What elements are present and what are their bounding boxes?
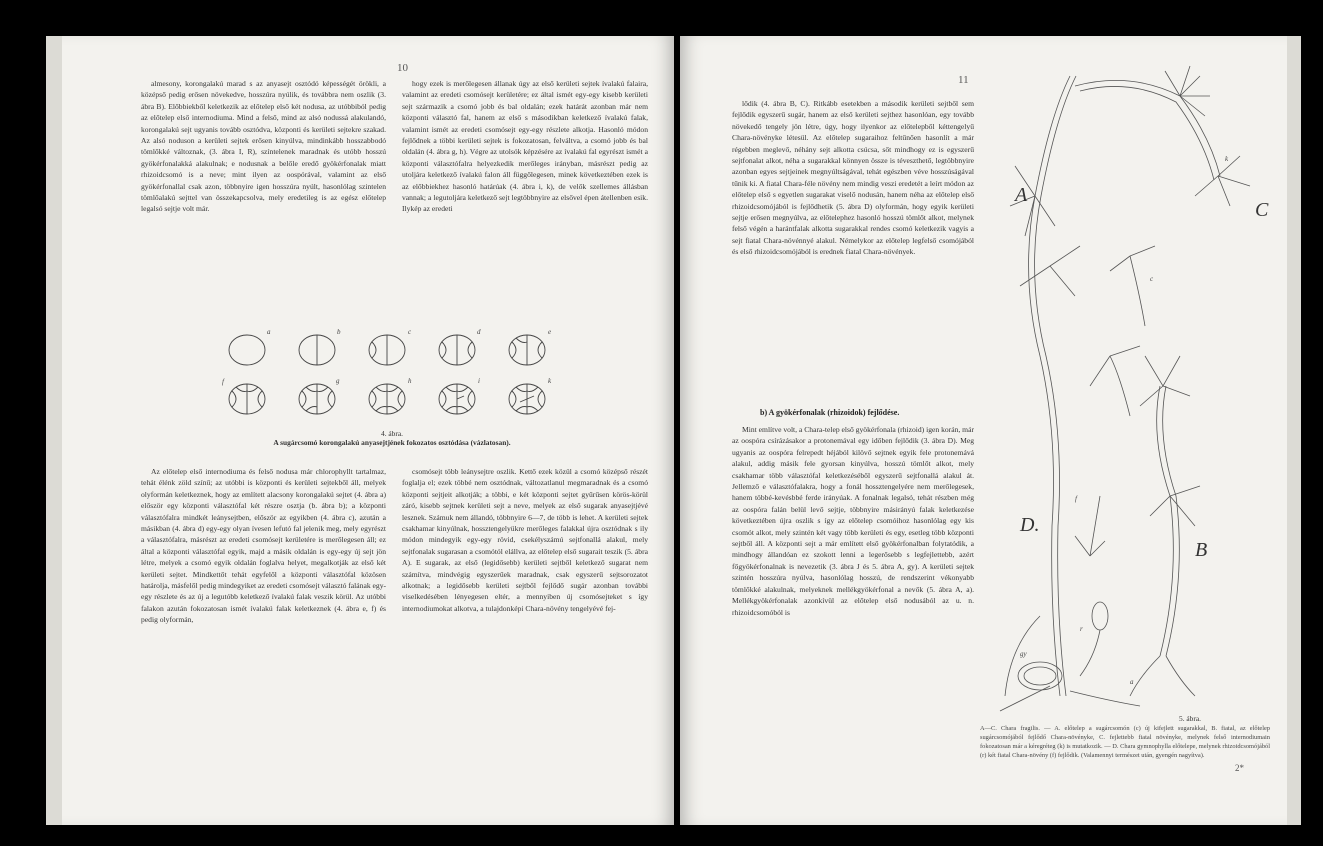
section-heading-rhizoids: b) A gyökérfonalak (rhizoidok) fejlődése.	[760, 408, 900, 417]
fig5-letter-f: f	[1075, 495, 1077, 503]
figure-5-illustration	[980, 56, 1280, 716]
fig4-disc-h	[369, 384, 405, 414]
fig5-label-A: A	[1015, 184, 1028, 206]
right-page	[680, 36, 1287, 825]
fig5-letter-k: k	[1225, 155, 1229, 163]
figure-5-label: 5. ábra.	[1179, 714, 1201, 723]
fig4-disc-i	[439, 384, 475, 414]
left-col2-bottom: csomósejt több leánysejtre oszlik. Kettő ezek közül a csomó középső részét foglalja el; ezek többé nem osztódnak, változatlanul megmaradnak és a csomó központi sejtjeit alkotják; a többi, e két központi sejtet gyűrűsen körös-körül záró, kisebb sejtnek kerületi sejt a neve, melyek az első sugarak anyasejtjévé lesznek. Számuk nem állandó, többnyire 6—7, de több is lehet. A kerületi sejtek csakhamar kinyúlnak, hossztengelyükre merőleges falakkal újra osztódnak s ily módon mindegyik egy-egy rövid, csekélyszámú sejtfonallá alakul, mely sejtfonalak sugarasan a csomótól elállva, az előtelep első sugarait teszik (5. ábra A). E sugarak, az első (legidősebb) kerületi sejtből keletkező sugarat nem számítva, mindvégig egyszerűek maradnak, csak egyszerű sejtsorozatot alkotnak; a legidősebb kerületi sejtből fejlődő sugár azonban további viselkedésében lényegesen eltér, a mennyiben új csomósejteket s így internodiumokat alkotva, a tulajdonképi Chara-növény tengelyévé fej-	[402, 467, 648, 613]
left-col1-bottom: Az előtelep első internodiuma és felső nodusa már chlorophyllt tartalmaz, tehát élénk zöld színű; az utóbbi is központi és kerületi sejtekből áll, melyek olyformán keletkeznek, hogy az említett alacsony korongalakú sejtet (4. ábra a) először egy központi választófal két részre osztja (b. ábra b); a központi választófalra mindkét leánysejtben, először az egyikben (4. ábra c), azután a másikban (4. ábra d) egy-egy olyan ívesen lefutó fal jelenik meg, mely egyrészt a választófalra, másrészt az eredeti csomósejt kerületére is merőlegesen áll; ez által a központi választófal egyik, majd a másik oldalán is egy-egy új sejt jön létre, melyek a csomó egyik oldalán foglalva helyet, megalkotják az első két kerületi sejtet. Mindkettőt tehát egyfelől a központi választófal közösen határolja, másfelől pedig mindegyiket az eredeti csomósejt választó falának egy-egy részlete és az új a legutóbb keletkező ívalakú falak veszik körül. Az utóbbi falakon azután fokozatosan ismét ívalakú falak keletkeznek (4. ábra e, f) és pedig olyformán,	[141, 467, 386, 625]
page-stack-left	[46, 36, 62, 825]
fig4-disc-c	[369, 335, 405, 365]
fig5-letter-c: c	[1150, 275, 1154, 283]
page-number-left: 10	[397, 62, 408, 74]
fig4-letter-a: a	[267, 328, 271, 336]
fig4-disc-f	[229, 384, 265, 414]
left-col2-top: hogy ezek is merőlegesen állanak úgy az első kerületi sejtek ívalakú falaira, valamint az eredeti csomósejt kerületére; ez által ismét egy-egy kisebb kerületi sejt származik a csomó jobb és bal oldalán; ezek határát azonban már nem központi választó fal, hanem az első s másodikban keletkező ívalakú falak, valamint ismét az eredeti csomósejt egy-egy részlete alkotja. Hasonló módon fejlődnek a többi kerületi sejtek is fokozatosan, felváltva, a csomó jobb és bal oldalán (4. ábra g, h). Végre az utolsók képzésére az ívalakú fal egyrészt ismét a központi választófalra helyezkedik merőleges irányban, másrészt pedig az utoljára keletkező ívalakú falon áll függőlegesen, minek következtében ezek is az előbbiekhez hasonló határúak (4. ábra i, k), de velők szellemes állásban vannak; a legutoljára keletkező sejt legtöbbnyire az elsővel épen átellenben esik. Ilykép az eredeti	[402, 79, 648, 214]
left-col1-top: almesony, korongalakú marad s az anyasejt osztódó képességét örökli, a középső pedig erősen növekedve, hosszúra nyúlik, és továbbra nem oszlik (3. ábra B). Előbbiekből keletkezik az előtelep első két nodusa, az utóbbiból pedig az előtelep első internodiuma. Mind a felső, mind az alsó nodussá alakulandó, korongalakú sejt ugyanis tovább osztódva, központi és kerületi sejtekre szakad. Az alsó noduson a kerületi sejtek erősen kinyúlva, mindinkább hosszabbodó tömlőkké változnak, (3. ábra I, R), színtelenek maradnak és utóbb hosszú gyökérfonalakká alakulnak; e nodusnak a belőle eredő gyökérfonalak miatt rhizoidcsomó is a neve; mint ilyen az oospórával, valamint az első gyökérfonallal csak azon, többnyire igen hosszúra nyúlt, hasonlólag szintelen tömlőalakú sejttel van összekapcsolva, mely eredetileg is az egész előtelep legalsó sejtje volt már.	[141, 79, 386, 214]
fig4-disc-b	[299, 335, 335, 365]
right-col1-top: lődik (4. ábra B, C). Ritkább esetekben a második kerületi sejtből sem fejlődik egyszerű sugár, hanem az első kerületi sejthez hasonlóan, egy tovább növekedő tengely jön létre, úgy, hogy ilyenkor az előtelepből kéttengelyű Chara-növényke létesül. Az előtelep sugaraihoz feltűnően hasonlít a már régebben meglevő, néhány sejt alkotta csúcsa, sőt mindhogy ez is egyszerű sejtfonalat alkot, néha a sugarakkal könnyen össze is téveszthető, legtöbbnyire azonban egyes sejtjeinek megnyúltságával, tehát egészben véve hosszúságával tűnik ki. A fiatal Chara-féle növény nem mindig veszi eredetét a leírt módon az előtelep első s egyetlen sugarakat viselő nodusán, hanem néha az előtelep első rhizoidcsomójából is fejlődhetik (5. ábra D) olyformán, hogy egyik kerületi sejtje erősen megnyúlva, az előtelephez hasonló hosszú tömlőt alkot, melynek felső végén a harántfalak alkotta sugarakkal rendes csomó keletkezik vagyis a sejt fiatal Chara-növénnyé alakul. Némelykor az előtelep legfelső csomójából és első rhizoidcsomójából is erednek fiatal Chara-növények.	[732, 99, 974, 257]
figure-4-caption: A sugárcsomó korongalakú anyasejtjének fokozatos osztódása (vázlatosan).	[273, 438, 511, 447]
fig5-oospore	[1018, 662, 1062, 690]
fig5-label-D: D.	[1020, 514, 1040, 536]
fig4-letter-g: g	[336, 377, 340, 385]
fig5-letter-a: a	[1130, 678, 1134, 686]
fig5-letter-gy: gy	[1020, 650, 1027, 658]
fig4-disc-k	[509, 384, 545, 414]
fig4-letter-h: h	[408, 377, 412, 385]
fig5-letter-r: r	[1080, 625, 1083, 633]
fig4-disc-a	[229, 335, 265, 365]
fig4-disc-d	[439, 335, 475, 365]
figure-4-diagram	[212, 326, 572, 426]
fig4-letter-d: d	[477, 328, 481, 336]
fig5-plant-a-filament	[1029, 76, 1070, 696]
signature-mark: 2*	[1235, 763, 1244, 773]
fig4-letter-i: i	[478, 377, 480, 385]
figure-5-caption: A—C. Chara fragilis. — A. előtelep a sugárcsomón (c) új kifejlett sugarakkal, B. fiatal, az előtelep sugárcsomójából fejlődő Chara-növényke, C. fejlettebb fiatal növényke, melynek felső internodiumain fokozatosan már a kéregréteg (k) is mutatkozik. — D. Chara gymnophylla előtelepe, melynek rhizoidcsomójából (r) két fiatal Chara-növény (f) fejlődik. (Valamennyi természet után, gyengén nagyítva).	[980, 725, 1270, 759]
fig4-letter-b: b	[337, 328, 341, 336]
fig5-label-B: B	[1195, 539, 1208, 561]
fig4-disc-g	[299, 384, 335, 414]
fig5-plant-c-axis	[1075, 80, 1220, 176]
fig4-letter-k: k	[548, 377, 552, 385]
left-page	[62, 36, 674, 825]
right-col1-bottom: Mint említve volt, a Chara-telep első gyökérfonala (rhizoid) igen korán, már az oospóra csírázásakor a protonemával egy időben fejlődik (3. ábra D). Meg ugyanis az oospóra felrepedt héjából kilövő sejtnek egyik fele protonemává alakul, addig másik fele gyorsan kinyúlva, hosszú tömlőt alkot, mely csakhamar több választófal keletkezéséből egyszerű sejtfonallá alakul át. Jellemző e választófalakra, hogy a fonál hossztengelyére nem merőlegesek, hanem többé-kevésbbé ferde irányúak. A fonalnak legalsó, tehát részben még az oospóra falán belül levő sejtje, többnyire másirányú falak keletkezése következtében újra oszlik s így az előtelep csomóihoz hasonlólag egy kis csomót alkot, mely szintén két vagy több kerületi és egy, esetleg több központi sejtből áll. A központi sejt a már említett első gyökérfonalban folytatódik, a mindhogy állandóan ez szokott lenni a legerősebb s legfejlettebb, azért főgyökérfonalnak is nevezetik (3. ábra J és 5. ábra A, gy). A kerületi sejtek szintén hosszúra nyúlva, hasonlólag hosszú, de rendszerint vékonyabb tömlőkké alakulnak, melyeknek mellékgyökérfonal a nevők (5. ábra A, a). Mellékgyökérfonalak azonkívül az előtelep első nodusából az u. n. rhizoidcsomóból is	[732, 425, 974, 617]
fig5-label-C: C	[1255, 199, 1269, 221]
fig4-letter-f: f	[222, 378, 224, 386]
page-stack-right	[1287, 36, 1301, 825]
fig4-letter-e: e	[548, 328, 552, 336]
fig4-letter-c: c	[408, 328, 412, 336]
fig4-disc-e	[509, 335, 545, 365]
page-number-right: 11	[958, 74, 969, 86]
figure-4-label: 4. ábra.	[381, 429, 403, 438]
fig5-plant-b-axis	[1157, 386, 1174, 656]
